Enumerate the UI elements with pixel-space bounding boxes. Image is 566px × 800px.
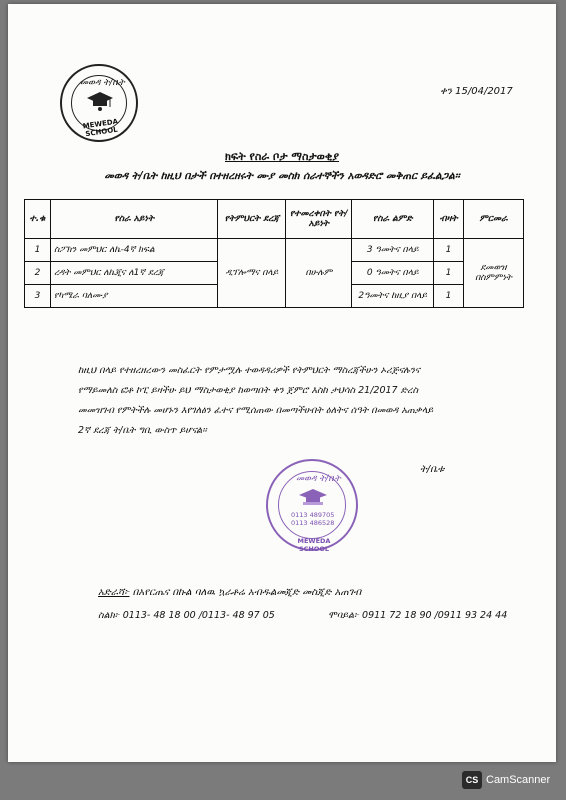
jobs-table — [24, 199, 524, 308]
header-field: የተመረቀበት የት/አይነት — [286, 200, 352, 239]
school-stamp — [266, 459, 358, 551]
row-no: 1 — [25, 239, 51, 262]
page-subtitle: መወዳ ት/ቤት ከዚህ በታች በተዘረዘሩት ሙያ መስክ ሰራተኞችን አወዳድሮ መቅጠር ይፈልጋል፡፡ — [104, 170, 460, 182]
table-row — [25, 239, 524, 262]
header-experience: የስራ ልምድ — [352, 200, 434, 239]
row-job: የካሜራ ባለሙያ — [50, 285, 217, 308]
merged-remark — [464, 239, 524, 308]
merged-edu-level: ዲፕሎማና በላይ — [218, 239, 286, 308]
signature-label: ት/ቤቱ — [420, 464, 445, 475]
remark-line: ደመወዝ — [480, 263, 507, 273]
address-text: በአየርጤና በኩል ባለዉ ኳራቶሬ አብዱልመጂድ መስጂድ አጠገብ — [132, 587, 362, 598]
stamp-bottom-text: MEWEDA SCHOOL — [297, 537, 331, 553]
body-line: መመዝገብ የምትችሉ መሆኑን እየገለፅን ፈተና የሚሰጠው በመጣችሁበት ዕለትና ሰዓት በመወዳ አጠቃላይ — [78, 405, 434, 416]
header-remark: ምርመራ — [464, 200, 524, 239]
row-experience: 3 ዓመትና በላይ — [352, 239, 434, 262]
body-line: ከዚህ በላይ የተዘረዘረውን መስፈርት የምታሟሉ ተወዳዳሪዎች የትምህርት ማስረጃችሁን ኦሪጅናሉንና — [78, 365, 420, 376]
logo-top-text: መወዳ ት/ቤት — [80, 78, 125, 88]
header-edu-level: የትምህርት ደረጃ — [218, 200, 286, 239]
stamp-top-text: መወዳ ት/ቤት — [296, 474, 341, 484]
row-job: ስፖክን መምህር ለኬ-4ኛ ክፍል — [50, 239, 217, 262]
stamp-graduation-cap-icon — [298, 487, 328, 507]
stamp-phone: 0113 489705 — [291, 511, 335, 519]
remark-line: በስምምነት — [475, 273, 512, 283]
document-page — [8, 4, 556, 762]
row-experience: 2ዓመትና ከዚያ በላይ — [352, 285, 434, 308]
row-qty: 1 — [434, 262, 464, 285]
footer-phone: ስልክ፦ 0113- 48 18 00 /0113- 48 97 05 — [98, 610, 275, 621]
merged-field: በሁሉም — [286, 239, 352, 308]
stamp-phone: 0113 486528 — [291, 519, 335, 527]
graduation-cap-icon — [86, 90, 114, 112]
announcement-body — [78, 361, 458, 441]
footer-mobile: ሞባይል፦ 0911 72 18 90 /0911 93 24 44 — [328, 610, 508, 621]
body-line: የማይመለስ ፎቶ ኮፒ ይዛችሁ ይህ ማስታወቂያ ከወጣበት ቀን ጀምሮ እስከ ታህሳስ 21/2017 ድረስ — [78, 385, 419, 396]
row-qty: 1 — [434, 285, 464, 308]
header-job: የስራ አይነት — [50, 200, 217, 239]
row-job: ረዳት መምህር ለኬጂና ለ1ኛ ደረጃ — [50, 262, 217, 285]
body-line: 2ኛ ደረጃ ት/ቤት ግቢ ውስጥ ይሆናል፡፡ — [78, 425, 207, 436]
document-date: ቀን 15/04/2017 — [440, 86, 513, 97]
school-logo — [60, 64, 138, 142]
header-no: ተ.ቁ — [25, 200, 51, 239]
row-qty: 1 — [434, 239, 464, 262]
row-experience: 0 ዓመትና በላይ — [352, 262, 434, 285]
camscanner-watermark — [462, 769, 550, 791]
address-label: አድራሻ፦ — [98, 587, 130, 598]
row-no: 3 — [25, 285, 51, 308]
logo-bottom-text: MEWEDA SCHOOL — [82, 117, 119, 139]
header-qty: ብዛት — [434, 200, 464, 239]
footer-address — [98, 587, 361, 598]
table-header-row — [25, 200, 524, 239]
page-title: ክፍት የስራ ቦታ ማስታወቂያ — [224, 150, 339, 163]
camscanner-name: CamScanner — [486, 774, 551, 786]
camscanner-icon: CS — [462, 771, 482, 789]
row-no: 2 — [25, 262, 51, 285]
stamp-phones — [291, 511, 334, 527]
